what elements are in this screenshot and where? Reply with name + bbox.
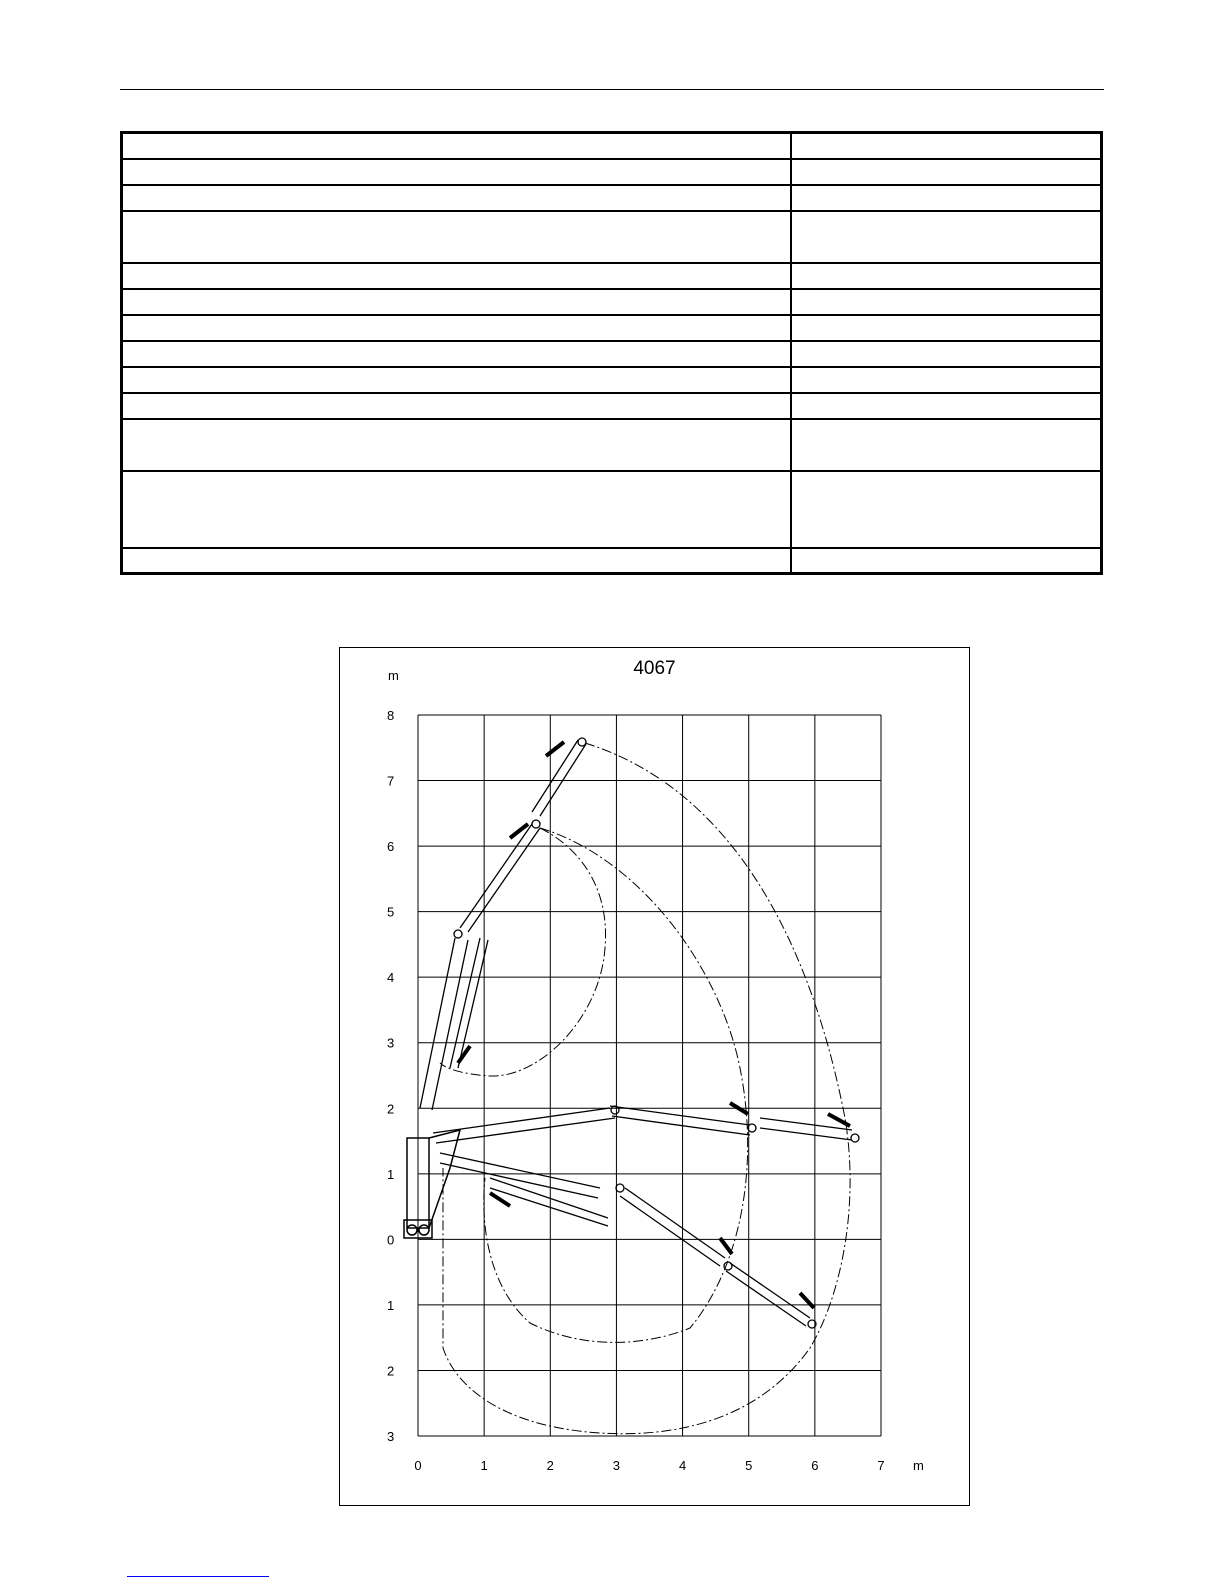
spec-label xyxy=(122,341,792,367)
spec-row xyxy=(122,263,1102,289)
spec-value xyxy=(791,289,1102,315)
spec-label xyxy=(122,471,792,548)
y-tick-label: 0 xyxy=(387,1232,395,1248)
model-title: 4067 xyxy=(633,658,676,679)
spec-row xyxy=(122,393,1102,419)
reach-diagram xyxy=(340,648,971,1507)
spec-row xyxy=(122,211,1102,263)
y-tick-label: 3 xyxy=(387,1035,395,1051)
spec-row xyxy=(122,185,1102,211)
spec-value xyxy=(791,315,1102,341)
x-tick-label: 7 xyxy=(877,1458,885,1473)
y-unit-label: m xyxy=(388,668,399,683)
y-tick-label: 6 xyxy=(387,839,395,855)
specification-table xyxy=(120,131,1103,575)
spec-value xyxy=(791,341,1102,367)
boom-horizontal xyxy=(433,1103,859,1143)
spec-label xyxy=(122,315,792,341)
outer-reach-envelope xyxy=(443,743,850,1434)
y-tick-label: 2 xyxy=(387,1101,395,1117)
y-tick-label: 1 xyxy=(387,1297,395,1313)
x-tick-label: 5 xyxy=(745,1458,753,1473)
y-tick-label: 3 xyxy=(387,1429,395,1444)
spec-value xyxy=(791,471,1102,548)
spec-label xyxy=(122,211,792,263)
x-tick-label: 1 xyxy=(480,1458,488,1473)
spec-label xyxy=(122,393,792,419)
y-tick-label: 8 xyxy=(387,708,395,723)
spec-label xyxy=(122,419,792,471)
spec-label xyxy=(122,185,792,211)
spec-label xyxy=(122,367,792,393)
spec-value xyxy=(791,211,1102,263)
x-tick-label: 3 xyxy=(612,1458,621,1473)
spec-value xyxy=(791,263,1102,289)
spec-row xyxy=(122,471,1102,548)
crane-base xyxy=(404,1130,460,1238)
spec-value xyxy=(791,548,1102,574)
spec-label xyxy=(122,548,792,574)
x-tick-label: 4 xyxy=(678,1458,687,1473)
spec-value xyxy=(791,185,1102,211)
spec-row xyxy=(122,548,1102,574)
spec-value xyxy=(791,367,1102,393)
spec-row xyxy=(122,159,1102,185)
spec-row xyxy=(122,367,1102,393)
y-tick-label: 2 xyxy=(387,1363,395,1379)
y-tick-label: 4 xyxy=(387,970,395,986)
boom-raised xyxy=(420,738,586,1110)
boom-lowered xyxy=(440,1153,816,1328)
spec-row xyxy=(122,341,1102,367)
spec-row xyxy=(122,289,1102,315)
spec-row xyxy=(122,315,1102,341)
spec-value xyxy=(791,419,1102,471)
spec-value xyxy=(791,159,1102,185)
reach-diagram-frame xyxy=(339,647,970,1506)
x-unit-label: m xyxy=(913,1458,924,1473)
y-tick-label: 7 xyxy=(387,773,395,789)
spec-row xyxy=(122,419,1102,471)
spec-value xyxy=(791,393,1102,419)
footer-link-underline[interactable] xyxy=(127,1576,269,1577)
spec-label xyxy=(122,133,792,159)
x-tick-label: 2 xyxy=(546,1458,554,1473)
spec-label xyxy=(122,289,792,315)
x-tick-label: 6 xyxy=(811,1458,819,1473)
spec-label xyxy=(122,263,792,289)
spec-row xyxy=(122,133,1102,159)
middle-reach-envelope xyxy=(484,828,748,1342)
header-rule xyxy=(120,89,1104,90)
y-tick-label: 5 xyxy=(387,904,395,920)
y-tick-label: 1 xyxy=(387,1166,395,1182)
spec-value xyxy=(791,133,1102,159)
x-tick-label: 0 xyxy=(414,1458,422,1473)
spec-label xyxy=(122,159,792,185)
